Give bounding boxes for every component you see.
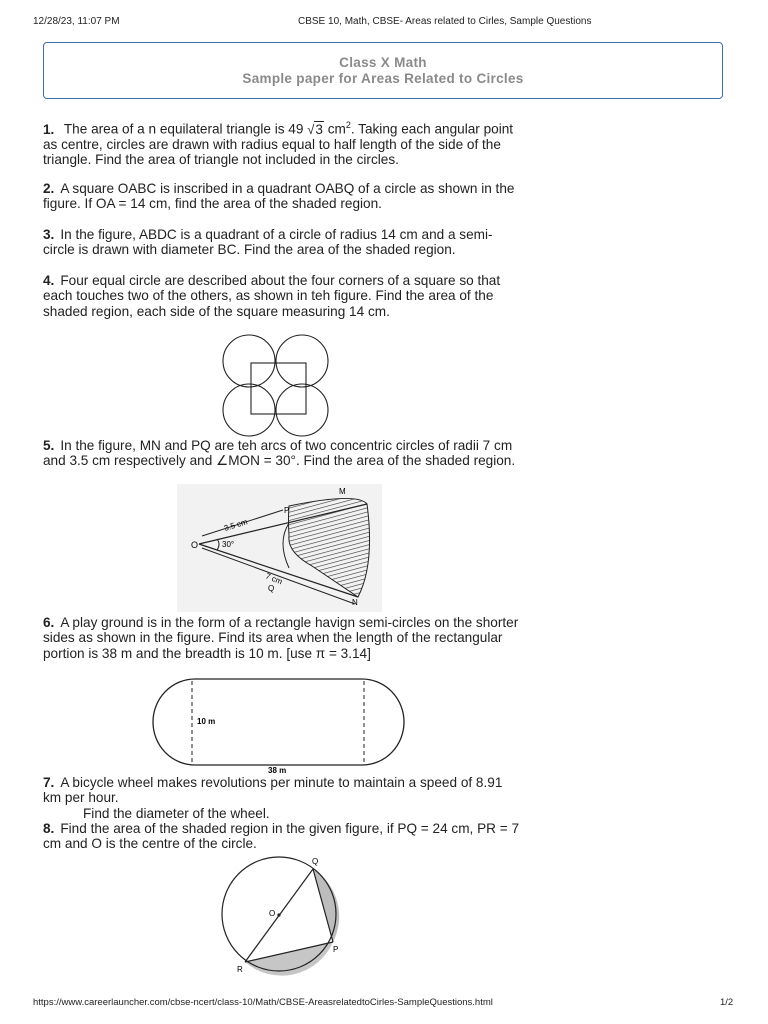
question-1	[43, 118, 523, 167]
sqrt-value: 3	[315, 121, 323, 137]
question-2	[43, 181, 523, 212]
label-breadth: 10 m	[197, 717, 216, 726]
question-text: A play ground is in the form of a rectangle havign semi-circles on the shorter sides as shown in the figure. Find its area when the length of the rectangular portion is 38 m and the breadth is 10 m. [use π = 3.14]	[43, 615, 519, 661]
playground-figure	[150, 677, 407, 775]
label-p: P	[284, 506, 290, 515]
question-number: 8.	[43, 821, 55, 836]
label-n: N	[352, 598, 358, 607]
center-point	[277, 913, 280, 916]
circle-top-left	[223, 335, 275, 387]
question-text-cont: . Taking each angular point as centre, circles are drawn with radius equal to half length of the side of the triangle. Find the area of triangle not included in the circles.	[43, 121, 514, 168]
sqrt-symbol: √3	[307, 121, 323, 137]
question-text: A bicycle wheel makes revolutions per minute to maintain a speed of 8.91 km per hour.	[43, 775, 503, 806]
question-number: 5.	[43, 438, 55, 453]
label-r: R	[237, 965, 243, 974]
question-number: 2.	[43, 181, 55, 196]
label-o: O	[191, 540, 199, 550]
question-number: 4.	[43, 273, 55, 288]
label-outer-radius: 7 cm	[264, 571, 284, 587]
question-number: 3.	[43, 227, 55, 242]
question-4	[43, 273, 523, 319]
question-text: The area of a n equilateral triangle is 49	[63, 121, 304, 137]
title-line-2: Sample paper for Areas Related to Circles	[242, 71, 524, 86]
question-3	[43, 227, 523, 258]
unit-sup: 2	[345, 120, 351, 130]
question-text: In the figure, ABDC is a quadrant of a circle of radius 14 cm and a semi-circle is drawn with diameter BC. Find the area of the shaded region.	[43, 227, 493, 258]
label-inner-radius: 3.5 cm	[222, 517, 249, 533]
question-text: A square OABC is inscribed in a quadrant OABQ of a circle as shown in the figure. If OA = 14 cm, find the area of the shaded region.	[43, 181, 515, 212]
label-q: Q	[312, 857, 319, 866]
label-q: Q	[268, 584, 275, 593]
title-box	[43, 42, 723, 99]
question-text-line-2: Find the diameter of the wheel.	[83, 805, 270, 821]
circle-bottom-left	[223, 384, 275, 436]
question-text: Four equal circle are described about the four corners of a square so that each touches two of the others, as shown in teh figure. Find the area of the shaded region, each side of the square measuring 14 cm.	[43, 273, 501, 319]
question-number: 7.	[43, 775, 55, 790]
question-text: In the figure, MN and PQ are teh arcs of two concentric circles of radii 7 cm and 3.5 cm respectively and ∠MON = 30°. Find the area of the shaded region.	[43, 438, 516, 469]
inner-square	[251, 363, 306, 414]
question-8	[43, 821, 523, 852]
question-5	[43, 438, 523, 469]
question-number: 6.	[43, 615, 55, 630]
question-number: 1.	[43, 121, 55, 137]
print-datetime: 12/28/23, 11:07 PM	[33, 16, 120, 27]
title-line-1: Class X Math	[339, 55, 427, 70]
circle-top-right	[276, 335, 328, 387]
label-angle: 30°	[222, 540, 235, 549]
label-m: M	[339, 487, 346, 496]
question-6	[43, 615, 523, 661]
footer-url[interactable]: https://www.careerlauncher.com/cbse-ncert/class-10/Math/CBSE-AreasrelatedtoCirles-SampleQuestions.html	[33, 997, 493, 1008]
label-length: 38 m	[268, 766, 287, 775]
four-circles-figure	[220, 334, 335, 438]
question-7	[43, 775, 523, 821]
circle-bottom-right	[276, 384, 328, 436]
circle-triangle-figure	[213, 852, 348, 976]
unit: cm	[327, 121, 346, 137]
print-page-title: CBSE 10, Math, CBSE- Areas related to Cirles, Sample Questions	[298, 16, 592, 27]
sector-figure	[177, 484, 382, 612]
playground-outline	[153, 679, 404, 765]
label-p: P	[333, 945, 339, 954]
label-o: O	[269, 909, 276, 918]
question-text: Find the area of the shaded region in the given figure, if PQ = 24 cm, PR = 7 cm and O is the centre of the circle.	[43, 821, 520, 852]
footer-page-number: 1/2	[720, 997, 734, 1008]
